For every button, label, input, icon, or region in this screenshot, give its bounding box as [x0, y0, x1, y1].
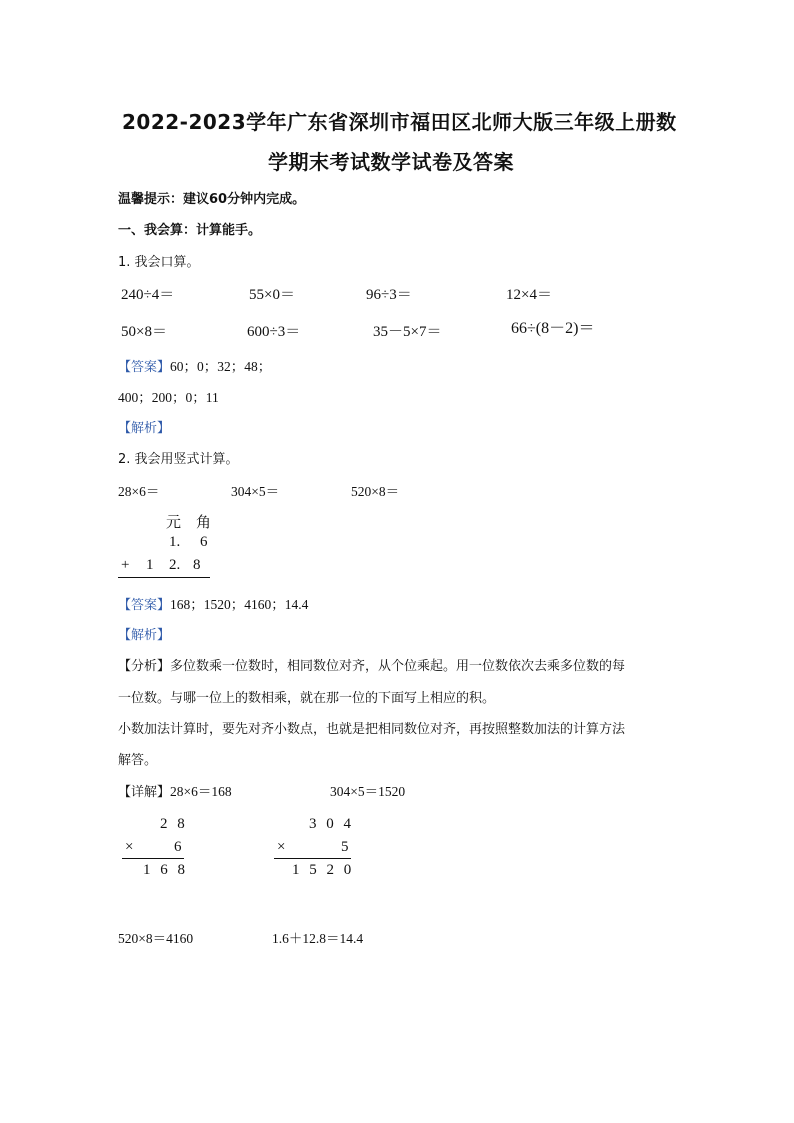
oral-problem: 600÷3＝: [247, 324, 301, 340]
money-row-1-jiao: 6: [200, 534, 208, 550]
detail-tag: 【详解】: [118, 785, 171, 800]
detail-equation: 1.6＋12.8＝14.4: [272, 931, 364, 946]
money-row-1-yuan: 1.: [169, 534, 181, 550]
question-1-label: 1. 我会口算。: [118, 255, 200, 270]
money-row-2-yuan: 2.: [169, 557, 181, 573]
analysis-tag: 【解析】: [118, 421, 171, 436]
fenxi-text: 多位数乘一位数时，相同数位对齐，从个位乘起。用一位数依次去乘多位数的每: [170, 659, 626, 674]
plus-sign: +: [121, 557, 130, 573]
answer-tag: 【答案】: [118, 360, 171, 375]
oral-problem: 240÷4＝: [121, 287, 175, 303]
product-line: [274, 858, 351, 859]
fenxi-tag: 【分析】: [118, 659, 171, 674]
page-title-line-2: 学期末考试数学试卷及答案: [268, 150, 514, 174]
oral-problem: 50×8＝: [121, 324, 167, 340]
multiply-sign: ×: [125, 839, 134, 855]
fenxi-text: 小数加法计算时，要先对齐小数点，也就是把相同数位对齐，再按照整数加法的计算方法: [118, 722, 626, 737]
detail-equation: 28×6＝168: [170, 784, 232, 799]
product-line: [122, 858, 184, 859]
money-header-jiao: 角: [196, 513, 212, 531]
fenxi-text: 解答。: [118, 753, 158, 768]
vertical-problem: 304×5＝: [231, 484, 280, 499]
money-header-yuan: 元: [166, 513, 182, 531]
vertical-top: 3 0 4: [309, 816, 354, 832]
detail-equation: 304×5＝1520: [330, 784, 406, 799]
vertical-result: 1 6 8: [143, 862, 188, 878]
money-row-2-tens: 1: [146, 557, 154, 573]
money-row-2-jiao: 8: [193, 557, 201, 573]
vertical-result: 1 5 2 0: [292, 862, 355, 878]
sum-line: [118, 577, 210, 578]
detail-equation: 520×8＝4160: [118, 931, 194, 946]
multiply-sign: ×: [277, 839, 286, 855]
answer-line: [118, 593, 308, 613]
answer-text: 168；1520；4160；14.4: [170, 597, 309, 612]
vertical-top: 2 8: [160, 816, 188, 832]
tip-text: 温馨提示：建议60分钟内完成。: [118, 192, 306, 207]
oral-problem: 55×0＝: [249, 287, 295, 303]
answer-text: 400；200；0；11: [118, 390, 219, 405]
vertical-problem: 28×6＝: [118, 484, 160, 499]
oral-problem: 35－5×7＝: [373, 324, 442, 340]
fenxi-text: 一位数。与哪一位上的数相乘，就在那一位的下面写上相应的积。: [118, 691, 496, 706]
question-2-label: 2. 我会用竖式计算。: [118, 452, 239, 467]
analysis-paragraph: [118, 655, 625, 674]
answer-text: 60；0；32；48；: [170, 359, 272, 374]
vertical-multiplier: 6: [174, 839, 182, 855]
oral-problem: 66÷(8－2)＝: [511, 320, 595, 337]
section-heading: 一、我会算：计算能手。: [118, 223, 262, 238]
analysis-tag: 【解析】: [118, 628, 171, 643]
answer-tag: 【答案】: [118, 598, 171, 613]
detail-line: [118, 780, 232, 800]
oral-problem: 96÷3＝: [366, 287, 412, 303]
oral-problem: 12×4＝: [506, 287, 552, 303]
answer-line: [118, 355, 271, 375]
vertical-problem: 520×8＝: [351, 484, 400, 499]
page-title-line-1: 2022-2023学年广东省深圳市福田区北师大版三年级上册数: [122, 110, 677, 134]
vertical-multiplier: 5: [341, 839, 349, 855]
